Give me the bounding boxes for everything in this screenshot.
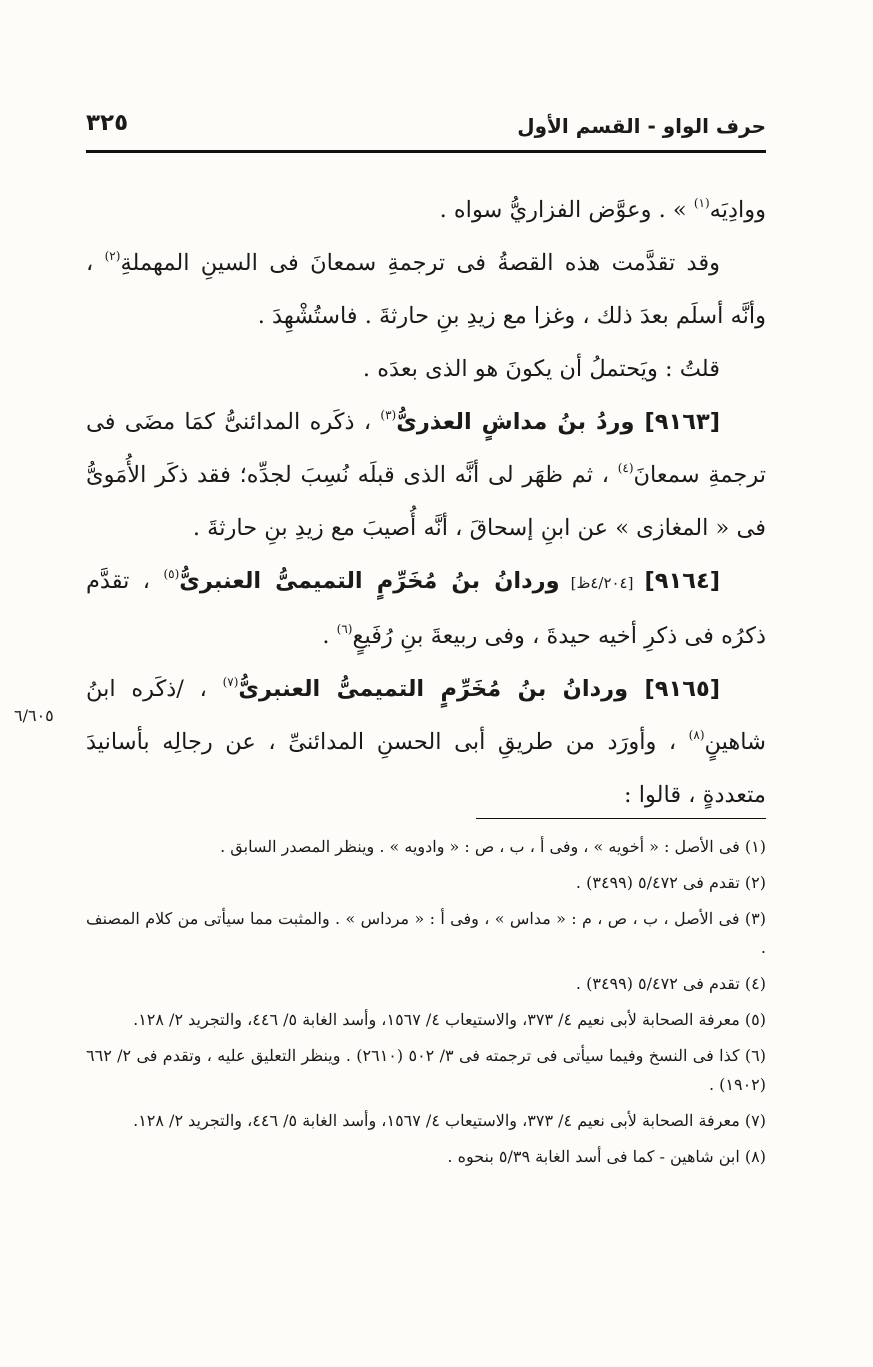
manuscript-ref: [٤/٢٠٤ظ] [559,574,645,592]
footnote-marker: (٢) [104,249,121,263]
page-number: ٣٢٥ [86,110,129,136]
footnotes [86,832,766,1178]
footnote-marker: (١) [693,196,710,210]
paragraph [86,237,766,343]
text-run: ، ثم ظهَر لى أنَّه الذى قبلَه نُسِبَ لجدِّه؛ فقد ذكَر الأُمَوىُّ فى « المغازى » عن ابنِ إسحاقَ ، أنَّه أُصيبَ مع زيدِ بنِ حارثةَ . [86,462,766,541]
entry-name: وردُ بنُ مداشٍ العذرىُّ [396,409,645,435]
footnote: (٣) فى الأصل ، ب ، ص ، م : « مداس » ، وفى أ : « مرداس » . والمثبت مما سيأتى من كلام المصنف . [86,909,766,957]
text-run: وقد تقدَّمت هذه القصةُ فى ترجمةِ سمعانَ فى السينِ المهملةِ [120,250,720,276]
text-run: ووادِيَه [709,197,766,223]
footnote: (٧) معرفة الصحابة لأبى نعيم ٤/ ٣٧٣، والاستيعاب ٤/ ١٥٦٧، وأسد الغابة ٥/ ٤٤٦، والتجريد ٢/ ١٢٨. [133,1111,766,1130]
margin-reference: ٦/٦٠٥ [14,706,54,725]
entry-name: وردانُ بنُ مُخَرِّمٍ التميمىُّ العنبرىُّ [238,676,645,702]
footnote: (٥) معرفة الصحابة لأبى نعيم ٤/ ٣٧٣، والاستيعاب ٤/ ١٥٦٧، وأسد الغابة ٥/ ٤٤٦، والتجريد ٢/ ١٢٨. [133,1010,766,1029]
paragraph [86,343,766,396]
text-run: ، وأورَد من طريقِ أبى الحسنِ المدائنىِّ ، عن رجالِه بأسانيدَ متعددةٍ ، قالوا : [86,729,766,808]
text-run: ، وأنَّه أسلَم بعدَ ذلك ، وغزا مع زيدِ بنِ حارثةَ . فاستُشْهِدَ . [86,250,766,329]
footnote-marker: (٨) [688,728,705,742]
footnote-marker: (٤) [617,461,634,475]
text-run: قلتُ : ويَحتملُ أن يكونَ هو الذى بعدَه . [362,356,720,382]
footnote: (٨) ابن شاهين - كما فى أسد الغابة ٥/٣٩ بنحوه . [447,1147,766,1166]
footnote: (٦) كذا فى النسخ وفيما سيأتى فى ترجمته فى ٣/ ٥٠٢ (٢٦١٠) . وينظر التعليق عليه ، وتقدم فى ٢/ ٦٦٢ (١٩٠٢) . [86,1046,767,1094]
running-title: حرف الواو - القسم الأول [517,114,766,138]
footnote: (٤) تقدم فى ٥/٤٧٢ (٣٤٩٩) . [575,974,766,993]
entry-9164 [86,555,766,663]
page-header [86,108,766,148]
footnote: (١) فى الأصل : « أخويه » ، وفى أ ، ب ، ص : « وادويه » . وينظر المصدر السابق . [220,837,766,856]
entry-name: وردانُ بنُ مُخَرِّمٍ التميمىُّ العنبرىُّ [179,568,560,594]
entry-number: [٩١٦٥] [644,676,721,702]
text-run: » . وعوَّض الفزاريُّ سواه . [439,197,694,223]
footnote: (٢) تقدم فى ٥/٤٧٢ (٣٤٩٩) . [575,873,766,892]
footnote-marker: (٣) [380,408,397,422]
footnote-marker: (٥) [163,567,180,581]
entry-9165 [86,663,766,822]
text-run: ، /ذكَره ابنُ شاهينٍ [86,676,766,755]
footnote-rule [476,818,766,819]
text-run: ، تقدَّم ذكرُه فى ذكرِ أخيه حيدةَ ، وفى ربيعةَ بنِ رُفَيعٍ [86,568,766,649]
text-run: ، ذكَره المدائنىُّ كمَا مضَى فى ترجمةِ سمعانَ [86,409,767,488]
text-run: . [322,623,337,649]
entry-9163 [86,396,766,555]
entry-number: [٩١٦٤] [644,568,720,594]
header-rule [86,150,766,153]
footnote-marker: (٧) [222,675,239,689]
main-text [86,184,766,822]
footnote-marker: (٦) [336,622,353,636]
paragraph [86,184,766,237]
entry-number: [٩١٦٣] [644,409,720,435]
